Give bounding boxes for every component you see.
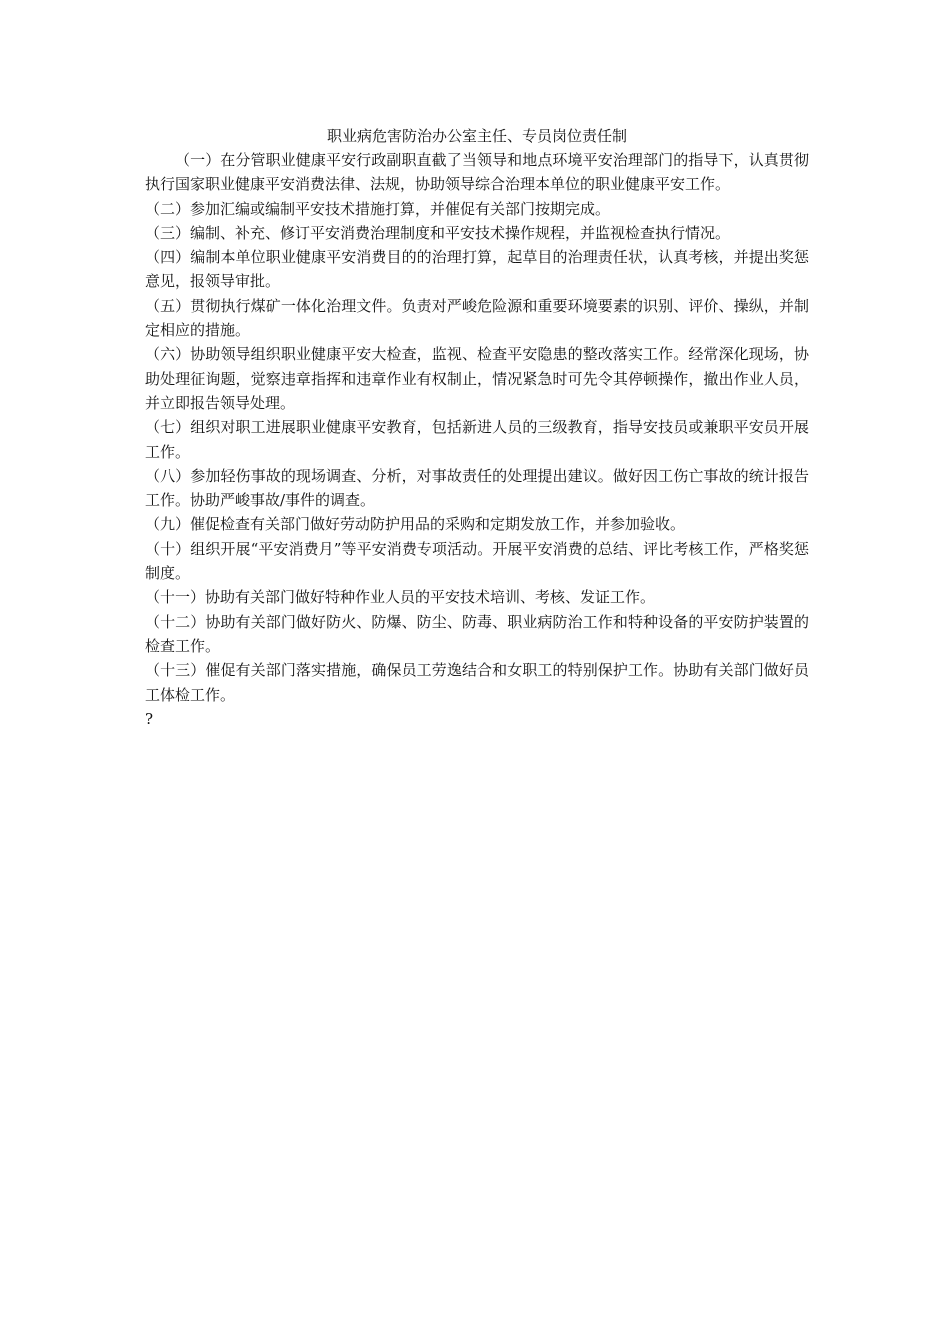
- paragraph-3: （三）编制、补充、修订平安消费治理制度和平安技术操作规程，并监视检查执行情况。: [145, 223, 731, 242]
- paragraph-11: （十一）协助有关部门做好特种作业人员的平安技术培训、考核、发证工作。: [145, 588, 656, 607]
- paragraph-9: （九）催促检查有关部门做好劳动防护用品的采购和定期发放工作，并参加验收。: [145, 515, 686, 534]
- paragraph-4: （四）编制本单位职业健康平安消费目的的治理打算，起草目的治理责任状，认真考核，并提出奖惩意见，报领导审批。: [145, 248, 809, 291]
- paragraph-6: （六）协助领导组织职业健康平安大检查，监视、检查平安隐患的整改落实工作。经常深化现场，协助处理征询题，觉察违章指挥和违章作业有权制止，情况紧急时可先令其停顿操作，撤出作业人员，并立即报告领导处理。: [145, 345, 809, 412]
- paragraph-5: （五）贯彻执行煤矿一体化治理文件。负责对严峻危险源和重要环境要素的识别、评价、操纵，并制定相应的措施。: [145, 296, 809, 340]
- trailing-question-mark: ?: [145, 709, 154, 728]
- paragraph-2: （二）参加汇编或编制平安技术措施打算，并催促有关部门按期完成。: [145, 199, 611, 218]
- document-page: [145, 124, 809, 731]
- paragraph-8: （八）参加轻伤事故的现场调查、分析，对事故责任的处理提出建议。做好因工伤亡事故的统计报告工作。协助严峻事故/事件的调查。: [145, 466, 809, 510]
- paragraph-7: （七）组织对职工进展职业健康平安教育，包括新进人员的三级教育，指导安技员或兼职平安员开展工作。: [145, 418, 809, 461]
- paragraph-13: （十三）催促有关部门落实措施，确保员工劳逸结合和女职工的特别保护工作。协助有关部门做好员工体检工作。: [145, 661, 809, 704]
- paragraph-1: （一）在分管职业健康平安行政副职直截了当领导和地点环境平安治理部门的指导下，认真贯彻执行国家职业健康平安消费法律、法规，协助领导综合治理本单位的职业健康平安工作。: [145, 151, 809, 194]
- paragraph-10: （十）组织开展“平安消费月”等平安消费专项活动。开展平安消费的总结、评比考核工作，严格奖惩制度。: [145, 539, 809, 583]
- document-title: 职业病危害防治办公室主任、专员岗位责任制: [326, 127, 627, 145]
- paragraph-12: （十二）协助有关部门做好防火、防爆、防尘、防毒、职业病防治工作和特种设备的平安防护装置的检查工作。: [145, 612, 809, 655]
